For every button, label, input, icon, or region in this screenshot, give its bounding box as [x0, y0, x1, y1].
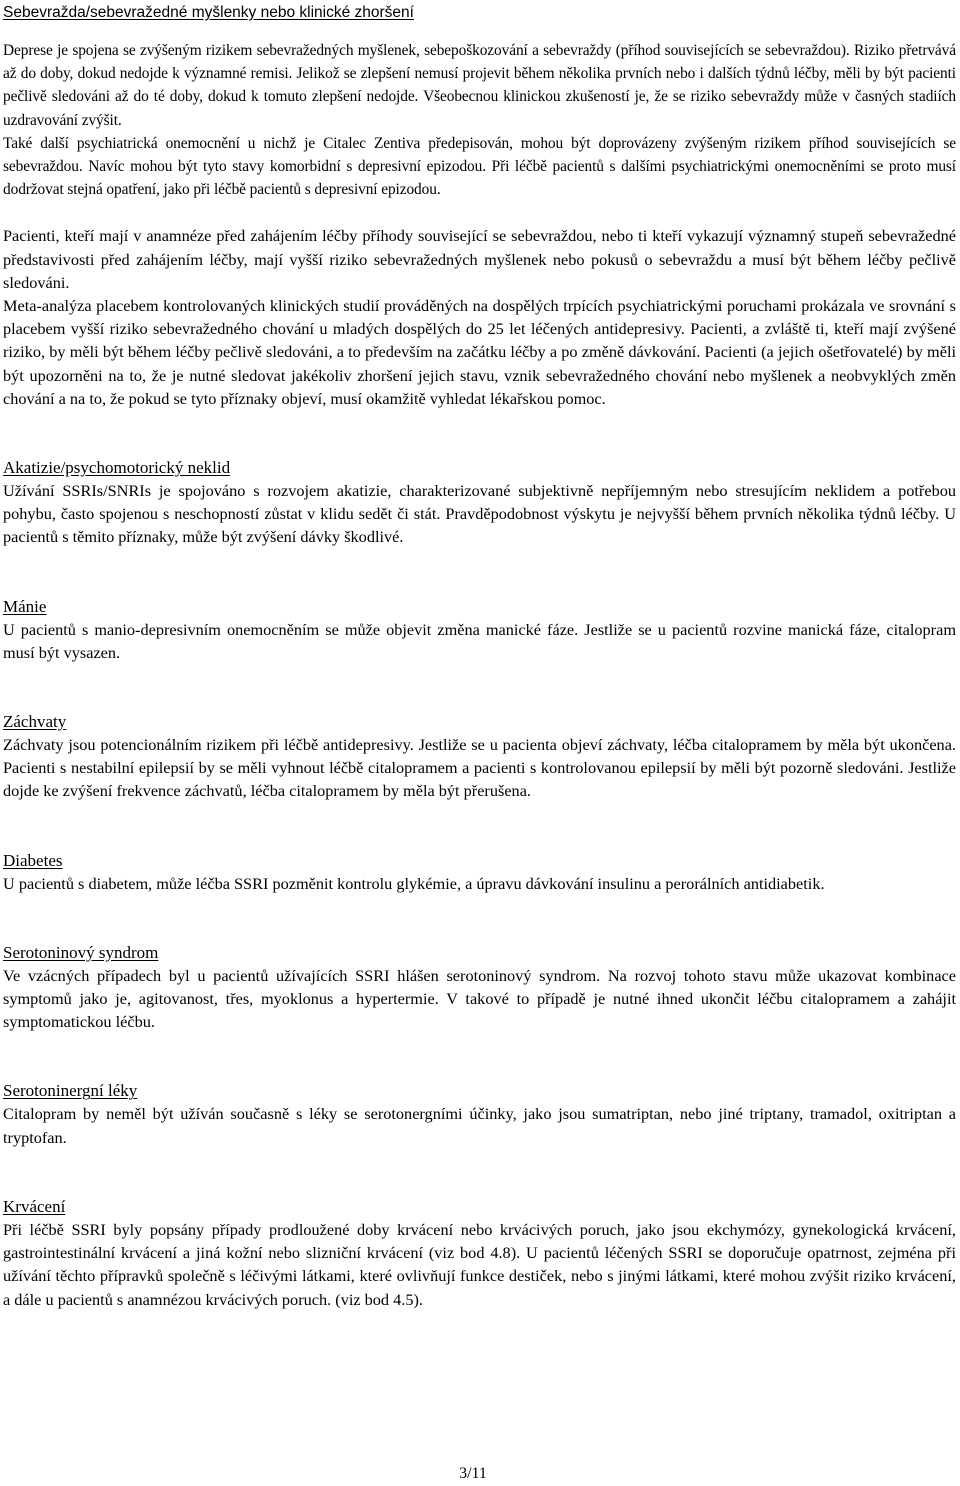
section-serotonergic-drugs: [3, 1079, 956, 1148]
section-heading: Diabetes: [3, 850, 63, 870]
paragraph: Při léčbě SSRI byly popsány případy prodloužené doby krvácení nebo krvácivých poruch, jako jsou ekchymózy, gynekologická krvácení, gastrointestinální krvácení a jiná kožní nebo slizniční krvácení (viz bod 4.8). U pacientů léčených SSRI se doporučuje opatrnost, zejména při užívání těchto přípravků společně s léčivými látkami, které ovlivňují funkce destiček, nebo s jinými látkami, které mohou zvýšit riziko krvácení, a dále u pacientů s anamnézou krvácivých poruch. (viz bod 4.5).: [3, 1219, 956, 1309]
section-akathisia: [3, 456, 956, 549]
section-heading: Sebevražda/sebevražedné myšlenky nebo klinické zhoršení: [3, 4, 414, 21]
section-heading: Krvácení: [3, 1196, 66, 1216]
section-seizures: [3, 710, 956, 803]
section-heading: Mánie: [3, 596, 47, 616]
paragraph: U pacientů s manio-depresivním onemocněním se může objevit změna manické fáze. Jestliže se u pacientů rozvine manická fáze, citalopram musí být vysazen.: [3, 619, 956, 662]
paragraph: U pacientů s diabetem, může léčba SSRI pozměnit kontrolu glykémie, a úpravu dávkování insulinu a perorálních antidiabetik.: [3, 873, 825, 893]
page-number: 3/11: [459, 1465, 487, 1482]
paragraph: Ve vzácných případech byl u pacientů užívajících SSRI hlášen serotoninový syndrom. Na rozvoj tohoto stavu může ukazovat kombinace symptomů jako je, agitovanost, třes, myoklonus a hypertermie. V takové to případě je nutné ihned ukončit léčbu citalopramem a zahájit symptomatickou léčbu.: [3, 965, 956, 1032]
paragraph: Deprese je spojena se zvýšeným rizikem sebevražedných myšlenek, sebepoškozování a sebevraždy (příhod souvisejících se sebevraždou). Riziko přetrvává až do doby, dokud nedojde k významné remisi. Jelikož se zlepšení nemusí projevit během několika prvních nebo i dalších týdnů léčby, měli by být pacienti pečlivě sledováni až do té doby, dokud k tomuto zlepšení nedojde. Všeobecnou klinickou zkušeností je, že se riziko sebevraždy může v časných stadiích uzdravování zvýšit.: [3, 42, 956, 129]
paragraph: Citalopram by neměl být užíván současně s léky se serotonergními účinky, jako jsou sumatriptan, nebo jiné triptany, tramadol, oxitriptan a tryptofan.: [3, 1104, 956, 1147]
section-bleeding: [3, 1195, 956, 1311]
section-serotonin-syndrome: [3, 941, 956, 1034]
section-heading: Záchvaty: [3, 712, 67, 732]
paragraph: Meta-analýza placebem kontrolovaných klinických studií prováděných na dospělých trpících psychiatrickými poruchami prokázala ve srovnání s placebem vyšší riziko sebevražedného chování u mladých dospělých do 25 let léčených antidepresivy. Pacienti, a zvláště ti, kteří mají zvýšené riziko, by měli být během léčby pečlivě sledováni, a to především na začátku léčby a po změně dávkování. Pacienti (a jejich ošetřovatelé) by měli být upozorněni na to, že je nutné sledovat jakékoliv zhoršení jejich stavu, vznik sebevražedného chování nebo myšlenek a neobvyklých změn chování a na to, že pokud se tyto příznaky objeví, musí okamžitě vyhledat lékařskou pomoc.: [3, 296, 956, 408]
section-heading: Serotoninový syndrom: [3, 942, 159, 962]
section-diabetes: [3, 849, 956, 895]
paragraph: Také další psychiatrická onemocnění u nichž je Citalec Zentiva předepisován, mohou být doprovázeny zvýšeným rizikem příhod souvisejících se sebevraždou. Navíc mohou být tyto stavy komorbidní s depresivní epizodou. Při léčbě pacientů s dalšími psychiatrickými onemocněními se proto musí dodržovat stejná opatření, jako při léčbě pacientů s depresivní epizodou.: [3, 134, 956, 199]
section-heading: Serotoninergní léky: [3, 1081, 138, 1101]
paragraph: Pacienti, kteří mají v anamnéze před zahájením léčby příhody související se sebevraždou, nebo ti kteří vykazují významný stupeň sebevražedné představivosti před zahájením léčby, mají vyšší riziko sebevražedných myšlenek nebo pokusů o sebevraždu a musí být během léčby pečlivě sledováni.: [3, 226, 956, 292]
paragraph: Užívání SSRIs/SNRIs je spojováno s rozvojem akatizie, charakterizované subjektivně nepříjemným nebo stresujícím neklidem a potřebou pohybu, často spojenou s neschopností zůstat v klidu sedět či stát. Pravděpodobnost výskytu je nejvyšší během prvních několika týdnů léčby. U pacientů s těmito příznaky, může být zvýšení dávky škodlivé.: [3, 481, 956, 547]
section-mania: [3, 595, 956, 664]
section-heading: Akatizie/psychomotorický neklid: [3, 458, 231, 478]
document-page: [3, 0, 956, 1311]
paragraph: Záchvaty jsou potencionálním rizikem při léčbě antidepresivy. Jestliže se u pacienta objeví záchvaty, léčba citalopramem by měla být ukončena. Pacienti s nestabilní epilepsií by se měli vyhnout léčbě citalopramem a pacienti s kontrolovanou epilepsií by měli být pozorně sledováni. Jestliže dojde ke zvýšení frekvence záchvatů, léčba citalopramem by měla být přerušena.: [3, 735, 956, 801]
section-suicide: [3, 0, 956, 410]
